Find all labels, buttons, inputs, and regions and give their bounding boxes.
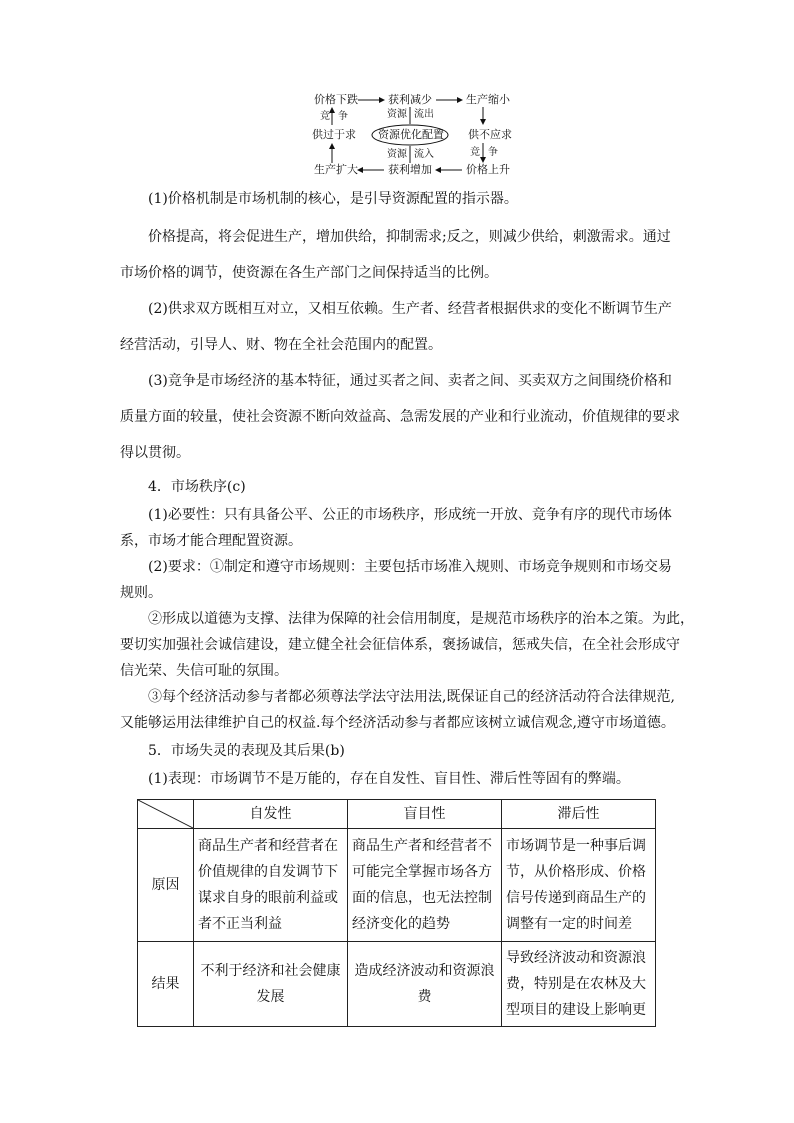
table-header-row [138,800,656,829]
diagram-label-resource-bottom: 资源 [387,149,407,160]
table-cell [502,829,656,942]
paragraph-necessity-line2: 系，市场才能合理配置资源。 [120,533,302,549]
cell-line: 信号传递到商品生产的 [506,890,646,906]
diagram-node-profit-increase: 获利增加 [388,163,432,176]
cell-line: 谋求自身的眼前利益或 [198,890,338,906]
table-header-lag: 滞后性 [502,800,656,829]
cell-line: 商品生产者和经营者不 [352,838,492,854]
paragraph-price-effect-line1: 价格提高，将会促进生产，增加供给，抑制需求;反之，则减少供给，刺激需求。通过 [148,229,671,245]
diagram-node-profit-decrease: 获利减少 [388,93,432,106]
table-cell [502,942,656,1027]
paragraph-competition-line2: 质量方面的较量，使社会资源不断向效益高、急需发展的产业和行业流动，价值规律的要求 [120,409,680,425]
diagram-node-undersupply: 供不应求 [468,128,512,141]
cell-line: 发展 [256,989,285,1005]
cell-line: 费 [417,989,432,1005]
paragraph-necessity-line1: (1)必要性：只有具备公平、公正的市场秩序，形成统一开放、竞争有序的现代市场体 [148,507,672,523]
table-corner-cell [138,800,194,829]
table-row-label-result: 结果 [138,942,194,1027]
cell-line: 费，特别是在农林及大 [506,976,646,992]
cell-line: 型项目的建设上影响更 [506,1002,646,1018]
diagram-label-inflow: 流入 [414,149,434,160]
paragraph-credit-line2: 要切实加强社会诚信建设，建立健全社会征信体系，褒扬诚信，惩戒失信，在全社会形成守 [120,637,680,653]
cell-line: 经济变化的趋势 [352,916,450,932]
paragraph-requirement-line1: (2)要求：①制定和遵守市场规则：主要包括市场准入规则、市场竞争规则和市场交易 [148,559,672,575]
market-failure-table [137,799,656,1027]
cell-line: 者不正当利益 [198,916,282,932]
table-row [138,942,656,1027]
diagram-node-production-expand: 生产扩大 [314,163,358,176]
diagram-label-compete-left-b: 争 [338,111,348,122]
paragraph-credit-line3: 信光荣、失信可耻的氛围。 [120,663,288,679]
cell-line: 节，从价格形成、价格 [506,864,646,880]
cell-line: 调整有一定的时间差 [506,916,632,932]
diagram-node-resource-optimization: 资源优化配置 [378,128,444,141]
table-cell [348,942,502,1027]
cell-line: 不利于经济和社会健康 [200,963,341,979]
table-cell [194,942,348,1027]
diagram-label-resource-top: 资源 [387,109,407,120]
paragraph-competition-line1: (3)竞争是市场经济的基本特征，通过买者之间、卖者之间、买卖双方之间围绕价格和 [148,373,672,389]
cell-line: 造成经济波动和资源浪 [354,963,495,979]
diagram-node-oversupply: 供过于求 [312,128,356,141]
diagonal-line [138,800,193,828]
diagram-label-compete-right-b: 争 [488,147,498,158]
paragraph-failure-manifestation: (1)表现：市场调节不是万能的，存在自发性、盲目性、滞后性等固有的弊端。 [148,771,630,787]
cell-line: 可能完全掌握市场各方 [352,864,492,880]
table-row-label-cause: 原因 [138,829,194,942]
paragraph-supply-demand-line1: (2)供求双方既相互对立，又相互依赖。生产者、经营者根据供求的变化不断调节生产 [148,301,672,317]
cell-line: 价值规律的自发调节下 [198,864,338,880]
diagram-node-price-fall: 价格下跌 [314,93,358,106]
paragraph-price-mechanism: (1)价格机制是市场机制的核心，是引导资源配置的指示器。 [148,191,518,207]
section-heading-market-order: 4．市场秩序(c) [148,479,246,495]
paragraph-supply-demand-line2: 经营活动，引导人、财、物在全社会范围内的配置。 [120,337,442,353]
paragraph-credit-line1: ②形成以道德为支撑、法律为保障的社会信用制度，是规范市场秩序的治本之策。为此， [148,611,694,627]
table-header-blindness: 盲目性 [348,800,502,829]
cell-line: 导致经济波动和资源浪 [506,950,646,966]
diagram-node-price-rise: 价格上升 [466,163,510,176]
paragraph-requirement-line2: 规则。 [120,585,162,601]
paragraph-law-line1: ③每个经济活动参与者都必须尊法学法守法用法,既保证自己的经济活动符合法律规范, [148,689,675,705]
diagram-node-production-shrink: 生产缩小 [466,93,510,106]
cell-line: 商品生产者和经营者在 [198,838,338,854]
diagram-label-compete-right-a: 竞 [470,147,480,158]
table-cell [194,829,348,942]
table-cell [348,829,502,942]
section-heading-market-failure: 5．市场失灵的表现及其后果(b) [148,743,345,759]
table-row [138,829,656,942]
market-mechanism-diagram [300,90,530,180]
table-header-spontaneity: 自发性 [194,800,348,829]
cell-line: 市场调节是一种事后调 [506,838,646,854]
diagram-label-compete-left-a: 竞 [320,111,330,122]
paragraph-law-line2: 又能够运用法律维护自己的权益.每个经济活动参与者都应该树立诚信观念,遵守市场道德。 [120,715,675,731]
paragraph-price-effect-line2: 市场价格的调节，使资源在各生产部门之间保持适当的比例。 [120,265,498,281]
paragraph-competition-line3: 得以贯彻。 [120,445,190,461]
diagram-label-outflow: 流出 [414,109,434,120]
cell-line: 面的信息，也无法控制 [352,890,492,906]
